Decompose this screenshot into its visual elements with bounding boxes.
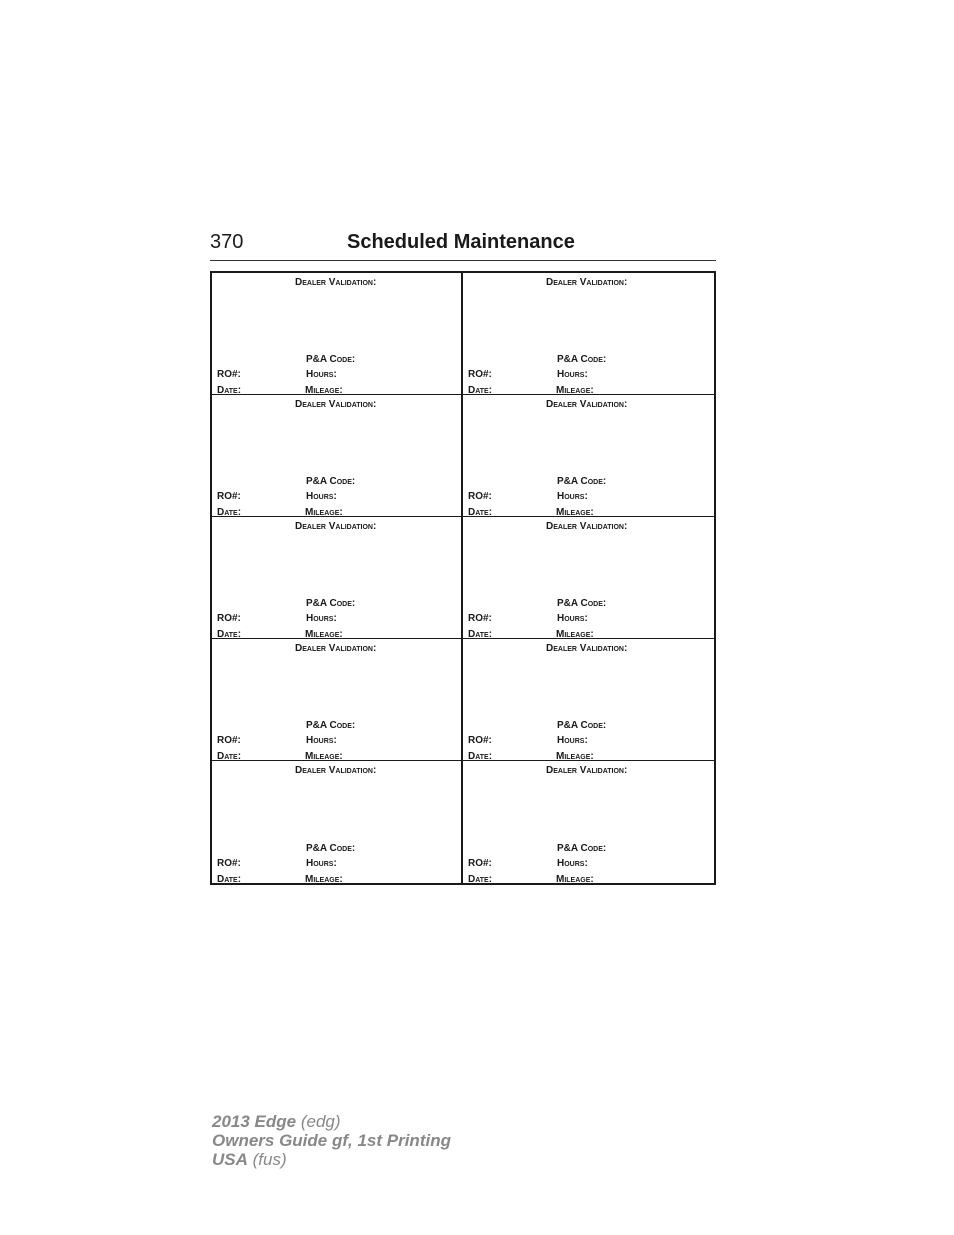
record-cell bbox=[463, 761, 714, 883]
pa-code-label: P&A Code: bbox=[306, 598, 356, 609]
hours-label: Hours: bbox=[557, 858, 588, 869]
page-number: 370 bbox=[210, 231, 244, 253]
date-label: Date: bbox=[468, 874, 493, 885]
hours-label: Hours: bbox=[557, 369, 588, 380]
footer-model-code: (edg) bbox=[296, 1112, 341, 1131]
pa-code-label: P&A Code: bbox=[557, 354, 607, 365]
hours-label: Hours: bbox=[557, 735, 588, 746]
mileage-label: Mileage: bbox=[556, 751, 594, 762]
mileage-label: Mileage: bbox=[305, 507, 343, 518]
ro-label: RO#: bbox=[468, 735, 492, 746]
date-label: Date: bbox=[468, 385, 493, 396]
record-cell bbox=[463, 395, 714, 517]
ro-label: RO#: bbox=[217, 735, 241, 746]
record-cell bbox=[212, 273, 463, 395]
pa-code-label: P&A Code: bbox=[557, 843, 607, 854]
mileage-label: Mileage: bbox=[305, 751, 343, 762]
date-label: Date: bbox=[217, 751, 242, 762]
pa-code-label: P&A Code: bbox=[557, 598, 607, 609]
record-cell bbox=[463, 273, 714, 395]
date-label: Date: bbox=[468, 751, 493, 762]
footer-model: 2013 Edge bbox=[212, 1112, 297, 1131]
ro-label: RO#: bbox=[468, 491, 492, 502]
hours-label: Hours: bbox=[557, 491, 588, 502]
footer-market-code: (fus) bbox=[247, 1150, 287, 1169]
date-label: Date: bbox=[217, 874, 242, 885]
dealer-validation-label: Dealer Validation: bbox=[295, 765, 377, 776]
footer-line-1 bbox=[212, 1112, 451, 1131]
pa-code-label: P&A Code: bbox=[306, 476, 356, 487]
record-cell bbox=[212, 761, 463, 883]
date-label: Date: bbox=[468, 629, 493, 640]
mileage-label: Mileage: bbox=[305, 874, 343, 885]
page-title: Scheduled Maintenance bbox=[347, 231, 575, 253]
ro-label: RO#: bbox=[217, 613, 241, 624]
ro-label: RO#: bbox=[468, 369, 492, 380]
footer-line-3 bbox=[212, 1150, 451, 1169]
pa-code-label: P&A Code: bbox=[306, 354, 356, 365]
dealer-validation-label: Dealer Validation: bbox=[546, 399, 628, 410]
pa-code-label: P&A Code: bbox=[306, 720, 356, 731]
ro-label: RO#: bbox=[468, 613, 492, 624]
hours-label: Hours: bbox=[306, 613, 337, 624]
mileage-label: Mileage: bbox=[556, 629, 594, 640]
mileage-label: Mileage: bbox=[556, 507, 594, 518]
dealer-validation-label: Dealer Validation: bbox=[295, 399, 377, 410]
dealer-validation-label: Dealer Validation: bbox=[295, 277, 377, 288]
hours-label: Hours: bbox=[306, 735, 337, 746]
record-cell bbox=[212, 395, 463, 517]
date-label: Date: bbox=[468, 507, 493, 518]
document-footer bbox=[212, 1112, 451, 1169]
mileage-label: Mileage: bbox=[305, 629, 343, 640]
date-label: Date: bbox=[217, 385, 242, 396]
dealer-validation-label: Dealer Validation: bbox=[295, 521, 377, 532]
page-header bbox=[210, 230, 716, 261]
ro-label: RO#: bbox=[217, 858, 241, 869]
dealer-validation-label: Dealer Validation: bbox=[546, 521, 628, 532]
date-label: Date: bbox=[217, 507, 242, 518]
ro-label: RO#: bbox=[217, 491, 241, 502]
record-cell bbox=[212, 517, 463, 639]
record-cell bbox=[463, 517, 714, 639]
dealer-validation-label: Dealer Validation: bbox=[546, 643, 628, 654]
mileage-label: Mileage: bbox=[556, 385, 594, 396]
hours-label: Hours: bbox=[306, 491, 337, 502]
maintenance-record-grid bbox=[210, 271, 716, 885]
dealer-validation-label: Dealer Validation: bbox=[295, 643, 377, 654]
footer-guide: Owners Guide gf, 1st Printing bbox=[212, 1131, 451, 1150]
record-cell bbox=[212, 639, 463, 761]
footer-market: USA bbox=[212, 1150, 248, 1169]
dealer-validation-label: Dealer Validation: bbox=[546, 277, 628, 288]
ro-label: RO#: bbox=[468, 858, 492, 869]
pa-code-label: P&A Code: bbox=[557, 720, 607, 731]
hours-label: Hours: bbox=[557, 613, 588, 624]
hours-label: Hours: bbox=[306, 858, 337, 869]
mileage-label: Mileage: bbox=[556, 874, 594, 885]
footer-line-2 bbox=[212, 1131, 451, 1150]
date-label: Date: bbox=[217, 629, 242, 640]
mileage-label: Mileage: bbox=[305, 385, 343, 396]
hours-label: Hours: bbox=[306, 369, 337, 380]
ro-label: RO#: bbox=[217, 369, 241, 380]
pa-code-label: P&A Code: bbox=[306, 843, 356, 854]
pa-code-label: P&A Code: bbox=[557, 476, 607, 487]
dealer-validation-label: Dealer Validation: bbox=[546, 765, 628, 776]
record-cell bbox=[463, 639, 714, 761]
